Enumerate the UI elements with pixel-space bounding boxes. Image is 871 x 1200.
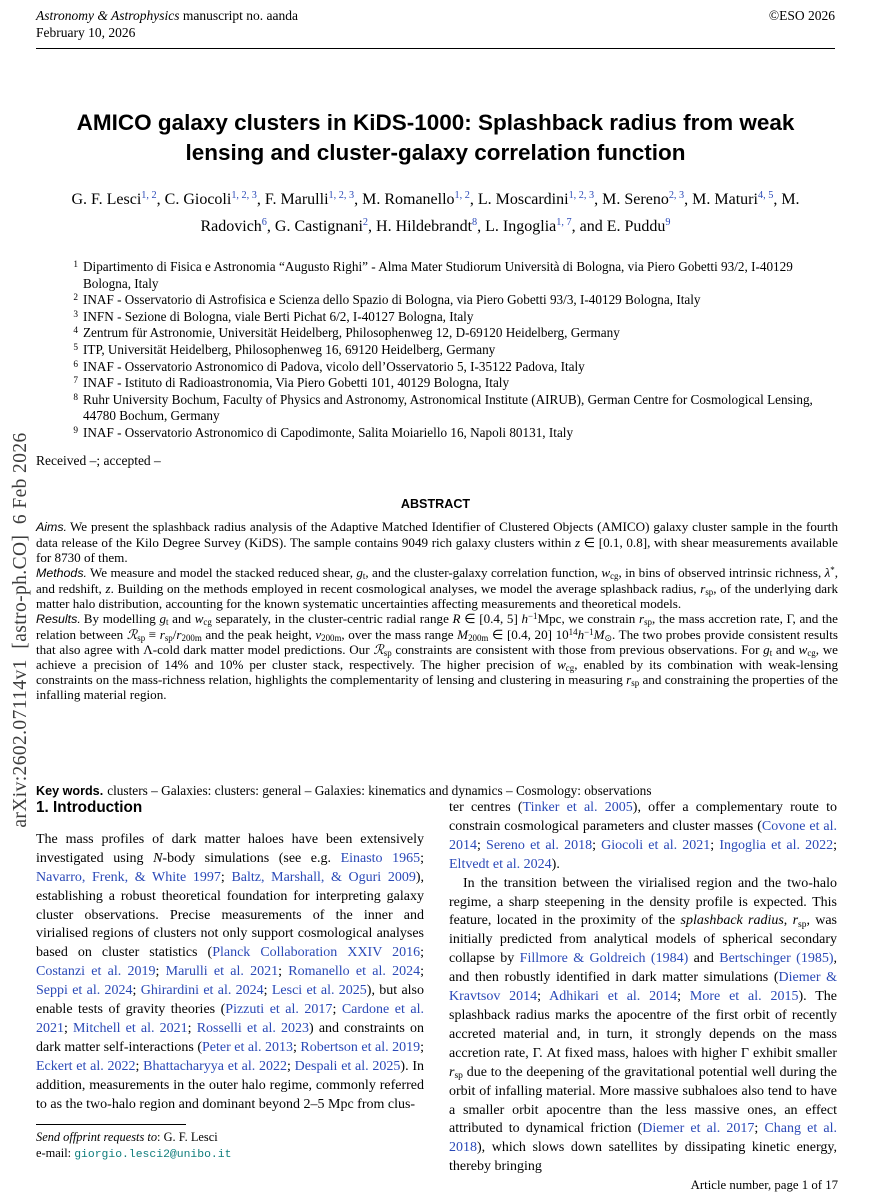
affiliation-ref[interactable]: 1, 2, 3: [328, 190, 355, 202]
text-segment: and: [772, 642, 799, 657]
text-segment: ), establishing a robust theoretical foundation for interpreting galaxy cluster observations. Precise measurements of the inner and virialised regions of clusters not only support cosmological analyses based on cluster statistics (: [36, 869, 424, 961]
text-segment: N: [153, 850, 163, 866]
text-segment: Send offprint requests to: [36, 1130, 158, 1144]
text-segment: ℛ: [126, 627, 138, 642]
text-segment: z: [105, 581, 111, 596]
offprint-line: [36, 1130, 424, 1146]
text-segment: z: [574, 535, 581, 550]
citation-link[interactable]: Marulli et al. 2021: [165, 964, 279, 980]
text-segment: cg: [565, 663, 575, 674]
text-segment: ≡: [145, 627, 160, 642]
text-segment: G. F. Lesci: [71, 191, 142, 208]
text-segment: ;: [677, 989, 690, 1005]
text-segment: . Building on the methods employed in recent cosmological analyses, we model the average splashback radius,: [110, 581, 701, 596]
affiliation-text: INAF - Osservatorio di Astrofisica e Scienza dello Spazio di Bologna, via Piero Gobetti 93/3, I-40129 Bologna, Italy: [83, 292, 701, 308]
text-segment: M: [457, 627, 469, 642]
text-segment: We measure and model the stacked reduced shear,: [89, 565, 357, 580]
text-segment: λ: [824, 565, 831, 580]
affiliation-number: 7: [73, 376, 78, 387]
text-segment: ;: [420, 945, 424, 961]
text-segment: ;: [420, 1039, 425, 1055]
text-segment: , over the mass range: [341, 627, 458, 642]
text-segment: ;: [287, 1058, 295, 1074]
text-segment: r: [626, 672, 632, 687]
text-segment: r: [159, 627, 165, 642]
text-segment: t: [362, 571, 366, 582]
affiliation-ref[interactable]: 9: [665, 217, 671, 229]
text-segment: , we achieve a precision of 14% and 10% per cluster stack, respectively. The higher precision of: [36, 642, 838, 672]
citation-link[interactable]: Eltvedt et al. 2024: [449, 856, 552, 872]
citation-link[interactable]: Navarro, Frenk, & White 1997: [36, 869, 221, 885]
abstract-paragraph: [36, 611, 838, 702]
text-segment: ;: [833, 837, 838, 853]
text-segment: r: [449, 1064, 455, 1080]
affiliation-text: INAF - Istituto di Radioastronomia, Via Piero Gobetti 101, 40129 Bologna, Italy: [83, 375, 510, 391]
text-segment: , in bins of observed intrinsic richness,: [618, 565, 825, 580]
affiliation-ref[interactable]: 2, 3: [668, 190, 685, 202]
text-segment: . The two probes provide consistent results that also agree with Λ-cold dark matter model predictions. Our: [36, 627, 838, 657]
paper-title: AMICO galaxy clusters in KiDS-1000: Splashback radius from weak lensing and cluster-galaxy correlation function: [76, 110, 795, 165]
text-segment: ;: [64, 1020, 74, 1036]
affiliation-number: 4: [73, 326, 78, 337]
citation-link[interactable]: Rosselli et al. 2023: [196, 1020, 309, 1036]
text-segment: g: [159, 611, 166, 626]
citation-link[interactable]: Eckert et al. 2022: [36, 1058, 136, 1074]
text-segment: , M. Sereno: [594, 191, 669, 208]
text-segment: ;: [220, 869, 232, 885]
text-segment: , F. Marulli: [256, 191, 329, 208]
affiliation-number: 2: [73, 293, 78, 304]
abstract-paragraph-label: Aims.: [36, 520, 67, 534]
citation-link[interactable]: Tinker et al. 2005: [522, 800, 633, 815]
citation-link[interactable]: More et al. 2015: [689, 989, 799, 1005]
text-segment: and the peak height,: [201, 627, 316, 642]
text-segment: sp: [705, 587, 714, 598]
affiliation-number: 9: [73, 425, 78, 436]
text-segment: , M. Romanello: [354, 191, 455, 208]
text-segment: w: [798, 642, 808, 657]
affiliation-ref[interactable]: 1, 7: [556, 217, 572, 229]
text-segment: ;: [592, 837, 602, 853]
abstract-paragraph-label: Methods.: [36, 566, 87, 580]
text-segment: constraints are consistent with those from previous observations. For: [391, 642, 764, 657]
text-segment: ;: [135, 1058, 144, 1074]
citation-link[interactable]: Adhikari et al. 2014: [549, 989, 678, 1005]
running-header: [36, 8, 835, 49]
text-segment: ;: [332, 1002, 342, 1018]
citation-link[interactable]: Romanello et al. 2024: [288, 964, 421, 980]
text-segment: ;: [132, 983, 141, 999]
citation-link[interactable]: Diemer & Kravtsov 2014: [449, 970, 837, 1005]
arxiv-watermark: arXiv:2602.07114v1 [astro-ph.CO] 6 Feb 2026: [10, 432, 31, 828]
text-segment: ;: [155, 964, 166, 980]
text-segment: splashback radius: [680, 913, 784, 929]
text-segment: ), offer a complementary route to constrain cosmological parameters and cluster masses (: [449, 800, 837, 834]
text-segment: ;: [420, 964, 425, 980]
affiliation-item: [58, 292, 841, 309]
text-segment: sp: [137, 633, 146, 644]
footnote: [36, 1120, 424, 1163]
text-segment: ℛ: [373, 642, 384, 657]
text-segment: , H. Hildebrandt: [368, 218, 473, 235]
citation-link[interactable]: Lesci et al. 2025: [271, 983, 367, 999]
citation-link[interactable]: Fillmore & Goldreich (1984): [519, 951, 689, 967]
citation-link[interactable]: Planck Collaboration XXIV 2016: [212, 945, 421, 961]
text-segment: , L. Ingoglia: [477, 218, 557, 235]
text-segment: cg: [203, 617, 212, 628]
text-segment: , M. Radovich: [200, 191, 800, 235]
keywords-line: [36, 783, 838, 799]
affiliation-item: [58, 425, 841, 442]
text-segment: ), which slows down satellites by dissipating kinetic energy, thereby bringing: [449, 1140, 837, 1175]
affiliation-item: [58, 342, 841, 359]
abstract-body: [36, 519, 838, 702]
body-paragraph-1: [36, 831, 424, 1115]
affiliation-ref[interactable]: 1, 2: [454, 190, 470, 202]
text-segment: h: [521, 611, 528, 626]
text-segment: separately, in the cluster-centric radial range: [211, 611, 453, 626]
email-link[interactable]: giorgio.lesci2@unibo.it: [74, 1148, 232, 1161]
section-heading-introduction: 1. Introduction: [36, 799, 143, 816]
affiliation-text: Zentrum für Astronomie, Universität Heidelberg, Philosophenweg 12, D-69120 Heidelberg, Germany: [83, 325, 620, 341]
citation-link[interactable]: Giocoli et al. 2021: [601, 837, 711, 853]
right-column: [449, 799, 837, 1200]
text-segment: w: [601, 565, 611, 580]
text-segment: , and then robustly identified in dark matter simulations (: [449, 951, 837, 986]
citation-link[interactable]: Chang et al. 2018: [449, 1121, 838, 1156]
affiliation-number: 3: [73, 309, 78, 320]
text-segment: and: [688, 951, 720, 967]
affiliation-ref[interactable]: 1, 2, 3: [231, 190, 257, 202]
text-segment: , and the cluster-galaxy correlation function,: [365, 565, 602, 580]
affiliation-item: [58, 325, 841, 342]
affiliation-item: [58, 359, 841, 376]
citation-link[interactable]: Covone et al. 2014: [449, 818, 837, 853]
text-segment: ;: [278, 964, 289, 980]
citation-link[interactable]: Pizzuti et al. 2017: [225, 1002, 333, 1018]
text-segment: cg: [807, 648, 816, 659]
affiliation-number: 6: [73, 359, 78, 370]
citation-link[interactable]: Peter et al. 2013: [201, 1039, 293, 1055]
citation-link[interactable]: Bertschinger (1985): [719, 951, 834, 967]
text-segment: r: [700, 581, 706, 596]
text-segment: In the transition between the virialised region and the two-halo regime, a sharp steepening in the density profile is expected. This feature, located in the proximity of the: [449, 875, 837, 929]
affiliation-ref[interactable]: 2: [362, 217, 369, 229]
text-segment: sp: [383, 648, 392, 659]
citation-link[interactable]: Baltz, Marshall, & Oguri 2009: [231, 869, 416, 885]
text-segment: 14: [568, 627, 578, 637]
body-paragraph-3: [449, 875, 837, 1178]
abstract-paragraph-label: Results.: [36, 612, 81, 626]
text-segment: ) and constraints on dark matter self-interactions (: [36, 1020, 424, 1055]
affiliation-text: INAF - Osservatorio Astronomico di Capodimonte, Salita Moiariello 16, Napoli 80131, Italy: [83, 424, 574, 440]
text-segment: ,: [783, 913, 793, 929]
text-segment: 200m: [321, 633, 342, 644]
text-segment: h: [577, 627, 585, 642]
affiliation-text: INAF - Osservatorio Astronomico di Padova, vicolo dell’Osservatorio 5, I-35122 Padova, Italy: [83, 358, 585, 374]
text-segment: *: [830, 565, 835, 575]
text-segment: t: [166, 617, 169, 628]
affiliation-ref[interactable]: 4, 5: [757, 190, 774, 202]
citation-link[interactable]: Einasto 1965: [340, 850, 421, 866]
text-segment: ;: [710, 837, 720, 853]
affiliation-text: Ruhr University Bochum, Faculty of Physics and Astronomy, Astronomical Institute (AIRUB), German Centre for Cosmological Lensing, 44780 Bochum, Germany: [83, 391, 813, 424]
text-segment: g: [763, 642, 770, 657]
affiliation-text: INFN - Sezione di Bologna, viale Berti Pichat 6/2, I-40127 Bologna, Italy: [83, 308, 474, 324]
affiliation-ref[interactable]: 1, 2, 3: [568, 190, 595, 202]
text-segment: w: [557, 657, 566, 672]
abstract-paragraph: [36, 519, 838, 565]
affiliation-text: Dipartimento di Fisica e Astronomia “Augusto Righi” - Alma Mater Studiorum Università di Bologna, via Piero Gobetti 93/2, I-40129 Bologna, Italy: [83, 259, 793, 291]
text-segment: ∈ [0.1, 0.8], with shear measurements available for 8730 of them.: [36, 535, 838, 565]
text-segment: ). The splashback radius marks the apocentre of the first orbit of recently accreted material and, in turn, it strongly depends on the mass accretion rate, Γ. At fixed mass, haloes with higher Γ exhibit smaller: [449, 989, 838, 1061]
text-segment: ∈ [0.4, 5]: [460, 611, 522, 626]
citation-link[interactable]: Ingoglia et al. 2022: [719, 837, 834, 853]
text-segment: and constraining the properties of the infalling material region.: [36, 672, 838, 702]
text-segment: sp: [631, 678, 640, 689]
citation-link[interactable]: Seppi et al. 2024: [36, 983, 133, 999]
text-segment: By modelling: [83, 611, 160, 626]
text-segment: ;: [263, 983, 272, 999]
text-segment: We present the splashback radius analysis of the Adaptive Matched Identifier of Clustered Objects (AMICO) galaxy cluster sample in the fourth data release of the Kilo Degree Survey (KiDS). The sample contains 9049 rich galaxy clusters within: [36, 519, 838, 550]
text-segment: cg: [610, 571, 619, 582]
text-segment: The mass profiles of dark matter haloes have been extensively investigated using: [36, 831, 424, 866]
affiliation-item: [58, 392, 841, 425]
citation-link[interactable]: Ghirardini et al. 2024: [140, 983, 264, 999]
citation-link[interactable]: Cardone et al. 2021: [36, 1002, 425, 1036]
text-segment: , of the underlying dark matter halo distribution, accounting for the known systematic uncertainties affecting measurements and theoretical models.: [36, 581, 839, 611]
received-accepted-line: Received –; accepted –: [36, 453, 161, 468]
affiliation-text: ITP, Universität Heidelberg, Philosophenweg 16, 69120 Heidelberg, Germany: [83, 341, 496, 357]
text-segment: sp: [798, 920, 807, 931]
text-segment: ter centres (: [449, 800, 523, 815]
text-segment: Astronomy & Astrophysics: [36, 8, 180, 23]
affiliation-item: [58, 309, 841, 326]
abstract-paragraph-text: [36, 611, 838, 702]
author-list: [40, 186, 831, 240]
citation-link[interactable]: Bhattacharyya et al. 2022: [143, 1058, 288, 1074]
date-line: February 10, 2026: [36, 24, 136, 40]
affiliation-list: [58, 259, 841, 442]
text-segment: , L. Moscardini: [469, 191, 569, 208]
text-segment: , C. Giocoli: [156, 191, 232, 208]
text-segment: , the mass accretion rate, Γ, and the relation between: [36, 611, 838, 642]
page-number: Article number, page 1 of 17: [690, 1178, 838, 1192]
affiliation-number: 1: [73, 260, 78, 270]
copyright-notice: ©ESO 2026: [768, 8, 835, 23]
text-segment: −1: [584, 627, 594, 637]
text-segment: sp: [644, 617, 652, 628]
text-segment: ;: [537, 989, 550, 1005]
text-segment: sp: [454, 1071, 463, 1082]
text-segment: ∈ [0.4, 20] 10: [488, 627, 569, 642]
text-segment: ), but also enable tests of gravity theories (: [36, 983, 425, 1018]
text-segment: r: [176, 627, 182, 642]
manuscript-line: [36, 8, 835, 25]
citation-link[interactable]: Diemer et al. 2017: [642, 1121, 755, 1137]
text-segment: ). In addition, measurements in the outer halo regime, commonly referred to as the two-halo region and dominant beyond 2–5 Mpc from clus-: [36, 1058, 425, 1112]
body-paragraph-2: [449, 799, 837, 875]
text-segment: ;: [420, 850, 424, 866]
citation-link[interactable]: Robertson et al. 2019: [300, 1039, 421, 1055]
text-segment: r: [792, 913, 799, 929]
text-segment: ;: [477, 837, 487, 853]
text-segment: , and E. Puddu: [571, 218, 666, 235]
text-segment: R: [452, 611, 461, 626]
text-segment: , and redshift,: [36, 565, 839, 596]
citation-link[interactable]: Mitchell et al. 2021: [73, 1020, 188, 1036]
text-segment: , G. Castignani: [266, 218, 363, 235]
keywords-text: clusters – Galaxies: clusters: general – Galaxies: kinematics and dynamics – Cosmology: observations: [107, 783, 652, 798]
text-segment: −1: [528, 611, 538, 621]
text-segment: r: [638, 611, 645, 626]
text-segment: Mpc, we constrain: [537, 611, 639, 626]
citation-link[interactable]: Costanzi et al. 2019: [36, 964, 156, 980]
text-segment: ;: [187, 1020, 197, 1036]
affiliation-item: [58, 375, 841, 392]
text-segment: , enabled by its combination with weak-lensing constraints on the mass-richness relation, highlights the complementarity of lensing and clustering in measuring: [36, 657, 839, 687]
text-segment: ;: [292, 1039, 301, 1055]
text-segment: due to the deepening of the gravitational potential well during the orbit of infalling material. More massive subhaloes also tend to have a smaller orbit apocentre than the less massive ones, an effect attributed to dynamical friction (: [449, 1064, 837, 1137]
citation-link[interactable]: Sereno et al. 2018: [486, 837, 593, 853]
text-segment: , was initially predicted from analytical models of spherical secondary collapse by: [449, 913, 838, 967]
text-segment: , M. Maturi: [684, 191, 758, 208]
text-segment: t: [769, 648, 773, 659]
text-segment: ;: [754, 1121, 765, 1137]
text-segment: M: [593, 627, 605, 642]
abstract-paragraph-text: [36, 519, 838, 565]
text-segment: sp: [164, 633, 173, 644]
text-segment: g: [356, 565, 363, 580]
affiliation-number: 5: [73, 342, 78, 353]
text-segment: ν: [315, 627, 322, 642]
text-segment: e-mail:: [36, 1145, 75, 1160]
text-segment: w: [194, 611, 204, 626]
text-segment: 200m: [468, 633, 489, 644]
text-segment: -body simulations (see e.g.: [162, 850, 341, 866]
text-segment: and: [168, 611, 195, 626]
email-line: [36, 1146, 424, 1164]
affiliation-number: 8: [73, 392, 78, 403]
affiliation-ref[interactable]: 8: [472, 217, 478, 229]
text-segment: 200m: [181, 633, 202, 644]
text-segment: ).: [551, 856, 560, 872]
text-segment: : G. F. Lesci: [157, 1130, 218, 1144]
abstract-paragraph-text: [36, 565, 838, 611]
citation-link[interactable]: Despali et al. 2025: [294, 1058, 401, 1074]
text-segment: /: [172, 627, 177, 642]
abstract-heading: ABSTRACT: [400, 497, 471, 511]
abstract-paragraph: [36, 565, 838, 611]
affiliation-item: [58, 259, 841, 292]
keywords-label: Key words.: [36, 784, 104, 798]
text-segment: ⊙: [604, 633, 612, 644]
affiliation-ref[interactable]: 6: [261, 217, 267, 229]
affiliation-ref[interactable]: 1, 2: [141, 190, 157, 202]
text-segment: manuscript no. aanda: [179, 8, 298, 23]
footnote-rule: [36, 1124, 186, 1125]
